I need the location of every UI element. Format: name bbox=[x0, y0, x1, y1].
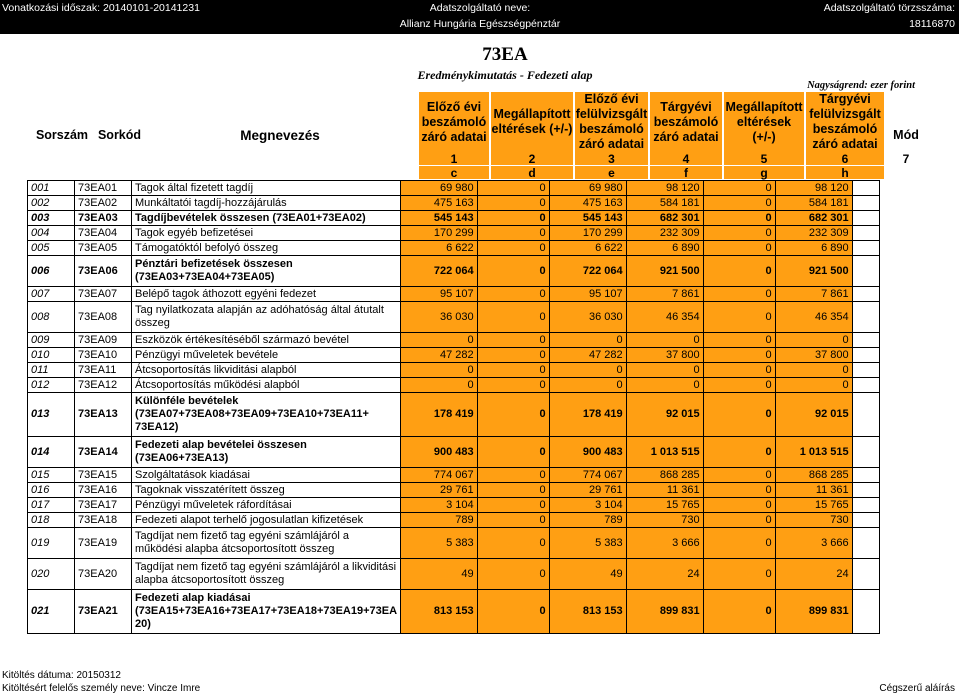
row-value-3: 0 bbox=[549, 333, 626, 348]
row-megnevezes: Tagdíjbevételek összesen (73EA01+73EA02) bbox=[132, 211, 401, 226]
row-value-5: 0 bbox=[703, 513, 775, 528]
row-value-4: 7 861 bbox=[626, 287, 703, 302]
row-value-5: 0 bbox=[703, 393, 775, 437]
row-value-3: 6 622 bbox=[549, 241, 626, 256]
row-value-5: 0 bbox=[703, 333, 775, 348]
row-value-1: 6 622 bbox=[400, 241, 477, 256]
row-value-5: 0 bbox=[703, 590, 775, 634]
row-value-4: 730 bbox=[626, 513, 703, 528]
row-sorkod: 73EA15 bbox=[75, 468, 132, 483]
row-value-6: 98 120 bbox=[775, 181, 852, 196]
row-sorszam: 018 bbox=[28, 513, 75, 528]
row-value-3: 774 067 bbox=[549, 468, 626, 483]
row-value-3: 0 bbox=[549, 363, 626, 378]
row-value-5: 0 bbox=[703, 226, 775, 241]
table-row bbox=[28, 226, 880, 241]
row-value-2: 0 bbox=[477, 468, 549, 483]
row-megnevezes: Pénzügyi műveletek ráfordításai bbox=[132, 498, 401, 513]
row-sorszam: 021 bbox=[28, 590, 75, 634]
row-megnevezes: Tagok által fizetett tagdíj bbox=[132, 181, 401, 196]
row-mod bbox=[852, 498, 879, 513]
row-value-5: 0 bbox=[703, 211, 775, 226]
table-row bbox=[28, 483, 880, 498]
table-body bbox=[28, 181, 880, 634]
row-value-3: 789 bbox=[549, 513, 626, 528]
row-value-2: 0 bbox=[477, 513, 549, 528]
row-value-4: 232 309 bbox=[626, 226, 703, 241]
row-sorkod: 73EA02 bbox=[75, 196, 132, 211]
table-row bbox=[28, 196, 880, 211]
row-value-6: 3 666 bbox=[775, 528, 852, 559]
row-value-1: 0 bbox=[400, 333, 477, 348]
row-value-3: 95 107 bbox=[549, 287, 626, 302]
row-value-6: 868 285 bbox=[775, 468, 852, 483]
row-value-4: 921 500 bbox=[626, 256, 703, 287]
row-value-5: 0 bbox=[703, 483, 775, 498]
unit-note: Nagyságrend: ezer forint bbox=[807, 80, 915, 91]
row-megnevezes: Tagoknak visszatérített összeg bbox=[132, 483, 401, 498]
row-megnevezes: Különféle bevételek (73EA07+73EA08+73EA09+73EA10+73EA11+ 73EA12) bbox=[132, 393, 401, 437]
provider-name: Allianz Hungária Egészségpénztár bbox=[399, 18, 561, 30]
row-value-1: 29 761 bbox=[400, 483, 477, 498]
col-letter: g bbox=[724, 166, 804, 179]
row-value-3: 69 980 bbox=[549, 181, 626, 196]
row-value-4: 0 bbox=[626, 333, 703, 348]
row-mod bbox=[852, 378, 879, 393]
row-value-2: 0 bbox=[477, 528, 549, 559]
row-value-1: 69 980 bbox=[400, 181, 477, 196]
row-value-4: 682 301 bbox=[626, 211, 703, 226]
col-letter: d bbox=[491, 166, 573, 179]
row-value-4: 92 015 bbox=[626, 393, 703, 437]
table-row bbox=[28, 590, 880, 634]
row-value-4: 868 285 bbox=[626, 468, 703, 483]
row-sorkod: 73EA16 bbox=[75, 483, 132, 498]
col-header-2: Megállapított eltérések (+/-) bbox=[491, 92, 573, 152]
row-mod bbox=[852, 287, 879, 302]
row-sorkod: 73EA09 bbox=[75, 333, 132, 348]
row-value-3: 813 153 bbox=[549, 590, 626, 634]
row-sorszam: 006 bbox=[28, 256, 75, 287]
row-sorkod: 73EA12 bbox=[75, 378, 132, 393]
row-value-3: 3 104 bbox=[549, 498, 626, 513]
row-value-1: 178 419 bbox=[400, 393, 477, 437]
row-value-2: 0 bbox=[477, 437, 549, 468]
row-sorszam: 014 bbox=[28, 437, 75, 468]
row-megnevezes: Pénztári befizetések összesen (73EA03+73EA04+73EA05) bbox=[132, 256, 401, 287]
row-megnevezes: Fedezeti alap bevételei összesen (73EA06+73EA13) bbox=[132, 437, 401, 468]
row-value-1: 0 bbox=[400, 363, 477, 378]
row-sorkod: 73EA14 bbox=[75, 437, 132, 468]
row-value-3: 36 030 bbox=[549, 302, 626, 333]
row-value-5: 0 bbox=[703, 287, 775, 302]
row-mod bbox=[852, 363, 879, 378]
row-value-4: 98 120 bbox=[626, 181, 703, 196]
row-megnevezes: Átcsoportosítás likviditási alapból bbox=[132, 363, 401, 378]
row-value-4: 46 354 bbox=[626, 302, 703, 333]
table-row bbox=[28, 437, 880, 468]
row-value-4: 0 bbox=[626, 363, 703, 378]
row-value-1: 0 bbox=[400, 378, 477, 393]
row-value-1: 47 282 bbox=[400, 348, 477, 363]
row-sorkod: 73EA10 bbox=[75, 348, 132, 363]
row-value-4: 0 bbox=[626, 378, 703, 393]
col-header-6: Tárgyévi felülvizsgált beszámoló záró adatai bbox=[806, 92, 884, 152]
row-megnevezes: Tagdíjat nem fizető tag egyéni számlájáról a likviditási alapba átcsoportosított összeg bbox=[132, 559, 401, 590]
row-sorszam: 005 bbox=[28, 241, 75, 256]
row-value-2: 0 bbox=[477, 287, 549, 302]
row-value-5: 0 bbox=[703, 256, 775, 287]
table-row bbox=[28, 181, 880, 196]
col-header-megnevezes: Megnevezés bbox=[240, 127, 320, 143]
row-sorszam: 011 bbox=[28, 363, 75, 378]
row-sorkod: 73EA11 bbox=[75, 363, 132, 378]
row-megnevezes: Támogatóktól befolyó összeg bbox=[132, 241, 401, 256]
row-megnevezes: Eszközök értékesítéséből származó bevétel bbox=[132, 333, 401, 348]
row-mod bbox=[852, 468, 879, 483]
row-value-4: 3 666 bbox=[626, 528, 703, 559]
col-number: 2 bbox=[491, 152, 573, 165]
row-value-4: 37 800 bbox=[626, 348, 703, 363]
row-sorszam: 020 bbox=[28, 559, 75, 590]
col-letter: e bbox=[575, 166, 648, 179]
table-row bbox=[28, 378, 880, 393]
row-sorszam: 015 bbox=[28, 468, 75, 483]
row-sorkod: 73EA17 bbox=[75, 498, 132, 513]
form-subtitle: Eredménykimutatás - Fedezeti alap bbox=[417, 68, 593, 82]
row-value-2: 0 bbox=[477, 363, 549, 378]
row-value-5: 0 bbox=[703, 498, 775, 513]
col-header-mod: Mód bbox=[893, 127, 919, 142]
row-value-6: 24 bbox=[775, 559, 852, 590]
row-value-6: 7 861 bbox=[775, 287, 852, 302]
row-sorkod: 73EA20 bbox=[75, 559, 132, 590]
row-value-3: 29 761 bbox=[549, 483, 626, 498]
income-statement-table bbox=[27, 180, 880, 634]
row-value-4: 6 890 bbox=[626, 241, 703, 256]
row-mod bbox=[852, 226, 879, 241]
col-number: 6 bbox=[806, 152, 884, 165]
row-value-6: 92 015 bbox=[775, 393, 852, 437]
row-value-2: 0 bbox=[477, 498, 549, 513]
provider-label: Adatszolgáltató neve: bbox=[429, 2, 531, 14]
row-value-5: 0 bbox=[703, 241, 775, 256]
row-value-1: 789 bbox=[400, 513, 477, 528]
row-value-3: 545 143 bbox=[549, 211, 626, 226]
row-mod bbox=[852, 302, 879, 333]
row-megnevezes: Belépő tagok áthozott egyéni fedezet bbox=[132, 287, 401, 302]
table-row bbox=[28, 287, 880, 302]
row-megnevezes: Fedezeti alap kiadásai (73EA15+73EA16+73EA17+73EA18+73EA19+73EA 20) bbox=[132, 590, 401, 634]
registry-number: 18116870 bbox=[909, 18, 955, 30]
row-value-6: 0 bbox=[775, 363, 852, 378]
row-sorkod: 73EA07 bbox=[75, 287, 132, 302]
row-value-5: 0 bbox=[703, 437, 775, 468]
row-value-6: 15 765 bbox=[775, 498, 852, 513]
row-sorkod: 73EA19 bbox=[75, 528, 132, 559]
row-megnevezes: Fedezeti alapot terhelő jogosulatlan kifizetések bbox=[132, 513, 401, 528]
row-value-1: 3 104 bbox=[400, 498, 477, 513]
row-megnevezes: Szolgáltatások kiadásai bbox=[132, 468, 401, 483]
row-value-3: 49 bbox=[549, 559, 626, 590]
row-value-5: 0 bbox=[703, 196, 775, 211]
row-value-1: 95 107 bbox=[400, 287, 477, 302]
row-value-2: 0 bbox=[477, 302, 549, 333]
row-mod bbox=[852, 333, 879, 348]
row-sorszam: 012 bbox=[28, 378, 75, 393]
row-megnevezes: Átcsoportosítás működési alapból bbox=[132, 378, 401, 393]
table-row bbox=[28, 468, 880, 483]
row-megnevezes: Pénzügyi műveletek bevétele bbox=[132, 348, 401, 363]
row-value-1: 170 299 bbox=[400, 226, 477, 241]
row-sorkod: 73EA05 bbox=[75, 241, 132, 256]
table-row bbox=[28, 348, 880, 363]
col-number: 4 bbox=[650, 152, 722, 165]
row-value-2: 0 bbox=[477, 348, 549, 363]
row-value-3: 5 383 bbox=[549, 528, 626, 559]
row-value-4: 899 831 bbox=[626, 590, 703, 634]
row-value-4: 11 361 bbox=[626, 483, 703, 498]
row-sorszam: 007 bbox=[28, 287, 75, 302]
col-header-sorkod: Sorkód bbox=[97, 127, 142, 142]
row-sorkod: 73EA08 bbox=[75, 302, 132, 333]
col-header-3: Előző évi felülvizsgált beszámoló záró adatai bbox=[575, 92, 648, 151]
row-value-2: 0 bbox=[477, 559, 549, 590]
row-mod bbox=[852, 196, 879, 211]
row-value-1: 475 163 bbox=[400, 196, 477, 211]
row-sorszam: 001 bbox=[28, 181, 75, 196]
row-value-5: 0 bbox=[703, 559, 775, 590]
row-mod bbox=[852, 348, 879, 363]
row-megnevezes: Tagdíjat nem fizető tag egyéni számlájáról a működési alapba átcsoportosított összeg bbox=[132, 528, 401, 559]
period-text: Vonatkozási időszak: 20140101-20141231 bbox=[2, 2, 200, 14]
row-sorszam: 017 bbox=[28, 498, 75, 513]
row-value-5: 0 bbox=[703, 302, 775, 333]
row-value-6: 730 bbox=[775, 513, 852, 528]
row-value-5: 0 bbox=[703, 181, 775, 196]
row-mod bbox=[852, 181, 879, 196]
signature-label: Cégszerű aláírás bbox=[879, 683, 955, 694]
row-value-3: 900 483 bbox=[549, 437, 626, 468]
row-value-1: 545 143 bbox=[400, 211, 477, 226]
row-value-4: 1 013 515 bbox=[626, 437, 703, 468]
row-value-1: 5 383 bbox=[400, 528, 477, 559]
row-sorkod: 73EA13 bbox=[75, 393, 132, 437]
row-mod bbox=[852, 513, 879, 528]
row-mod bbox=[852, 590, 879, 634]
row-sorszam: 016 bbox=[28, 483, 75, 498]
row-value-6: 899 831 bbox=[775, 590, 852, 634]
row-megnevezes: Tag nyilatkozata alapján az adóhatóság által átutalt összeg bbox=[132, 302, 401, 333]
row-mod bbox=[852, 437, 879, 468]
table-row bbox=[28, 363, 880, 378]
row-value-3: 722 064 bbox=[549, 256, 626, 287]
table-row bbox=[28, 498, 880, 513]
row-value-2: 0 bbox=[477, 196, 549, 211]
row-value-6: 921 500 bbox=[775, 256, 852, 287]
row-value-1: 49 bbox=[400, 559, 477, 590]
row-value-6: 11 361 bbox=[775, 483, 852, 498]
col-header-sorszam: Sorszám bbox=[35, 127, 89, 142]
table-row bbox=[28, 513, 880, 528]
row-value-2: 0 bbox=[477, 256, 549, 287]
row-value-1: 722 064 bbox=[400, 256, 477, 287]
row-megnevezes: Tagok egyéb befizetései bbox=[132, 226, 401, 241]
row-value-1: 36 030 bbox=[400, 302, 477, 333]
row-value-3: 0 bbox=[549, 378, 626, 393]
row-mod bbox=[852, 393, 879, 437]
row-sorszam: 002 bbox=[28, 196, 75, 211]
row-sorszam: 003 bbox=[28, 211, 75, 226]
row-value-3: 47 282 bbox=[549, 348, 626, 363]
col-number: 5 bbox=[724, 152, 804, 165]
row-value-2: 0 bbox=[477, 333, 549, 348]
col-header-4: Tárgyévi beszámoló záró adatai bbox=[650, 92, 722, 152]
row-value-6: 682 301 bbox=[775, 211, 852, 226]
row-mod bbox=[852, 256, 879, 287]
row-mod bbox=[852, 528, 879, 559]
row-value-6: 584 181 bbox=[775, 196, 852, 211]
row-value-4: 584 181 bbox=[626, 196, 703, 211]
row-value-6: 0 bbox=[775, 333, 852, 348]
row-value-5: 0 bbox=[703, 528, 775, 559]
row-value-2: 0 bbox=[477, 226, 549, 241]
report-header-bar bbox=[0, 0, 959, 34]
row-sorszam: 008 bbox=[28, 302, 75, 333]
row-value-6: 6 890 bbox=[775, 241, 852, 256]
row-sorkod: 73EA01 bbox=[75, 181, 132, 196]
row-value-5: 0 bbox=[703, 468, 775, 483]
table-row bbox=[28, 528, 880, 559]
table-row bbox=[28, 211, 880, 226]
form-title: 73EA bbox=[482, 44, 528, 65]
row-sorkod: 73EA06 bbox=[75, 256, 132, 287]
row-value-1: 813 153 bbox=[400, 590, 477, 634]
row-value-6: 0 bbox=[775, 378, 852, 393]
row-sorszam: 013 bbox=[28, 393, 75, 437]
table-row bbox=[28, 333, 880, 348]
row-value-1: 900 483 bbox=[400, 437, 477, 468]
table-row bbox=[28, 393, 880, 437]
row-value-6: 37 800 bbox=[775, 348, 852, 363]
fill-date: Kitöltés dátuma: 20150312 bbox=[2, 670, 121, 681]
col-header-1: Előző évi beszámoló záró adatai bbox=[419, 92, 489, 152]
row-value-4: 15 765 bbox=[626, 498, 703, 513]
row-sorkod: 73EA04 bbox=[75, 226, 132, 241]
row-value-6: 232 309 bbox=[775, 226, 852, 241]
col-number: 1 bbox=[419, 152, 489, 165]
col-letter: f bbox=[650, 166, 722, 179]
table-row bbox=[28, 256, 880, 287]
row-mod bbox=[852, 211, 879, 226]
row-value-3: 475 163 bbox=[549, 196, 626, 211]
table-row bbox=[28, 302, 880, 333]
col-number: 3 bbox=[575, 152, 648, 165]
row-value-2: 0 bbox=[477, 181, 549, 196]
row-value-2: 0 bbox=[477, 393, 549, 437]
col-letter: c bbox=[419, 166, 489, 179]
col-number: 7 bbox=[886, 152, 926, 165]
row-value-3: 170 299 bbox=[549, 226, 626, 241]
row-value-6: 46 354 bbox=[775, 302, 852, 333]
row-value-2: 0 bbox=[477, 378, 549, 393]
row-sorszam: 010 bbox=[28, 348, 75, 363]
row-megnevezes: Munkáltatói tagdíj-hozzájárulás bbox=[132, 196, 401, 211]
row-mod bbox=[852, 483, 879, 498]
row-value-2: 0 bbox=[477, 211, 549, 226]
responsible-person: Kitöltésért felelős személy neve: Vincze Imre bbox=[2, 683, 201, 694]
row-sorkod: 73EA18 bbox=[75, 513, 132, 528]
row-value-2: 0 bbox=[477, 590, 549, 634]
row-sorszam: 009 bbox=[28, 333, 75, 348]
registry-label: Adatszolgáltató törzsszáma: bbox=[823, 2, 955, 14]
row-value-5: 0 bbox=[703, 363, 775, 378]
table-row bbox=[28, 559, 880, 590]
row-value-1: 774 067 bbox=[400, 468, 477, 483]
row-value-2: 0 bbox=[477, 483, 549, 498]
row-value-6: 1 013 515 bbox=[775, 437, 852, 468]
row-mod bbox=[852, 559, 879, 590]
row-sorszam: 019 bbox=[28, 528, 75, 559]
row-value-4: 24 bbox=[626, 559, 703, 590]
row-value-5: 0 bbox=[703, 348, 775, 363]
row-sorkod: 73EA03 bbox=[75, 211, 132, 226]
table-row bbox=[28, 241, 880, 256]
row-sorszam: 004 bbox=[28, 226, 75, 241]
col-header-5: Megállapított eltérések (+/-) bbox=[724, 92, 804, 152]
row-value-3: 178 419 bbox=[549, 393, 626, 437]
row-value-2: 0 bbox=[477, 241, 549, 256]
row-value-5: 0 bbox=[703, 378, 775, 393]
row-sorkod: 73EA21 bbox=[75, 590, 132, 634]
row-mod bbox=[852, 241, 879, 256]
col-letter: h bbox=[806, 166, 884, 179]
